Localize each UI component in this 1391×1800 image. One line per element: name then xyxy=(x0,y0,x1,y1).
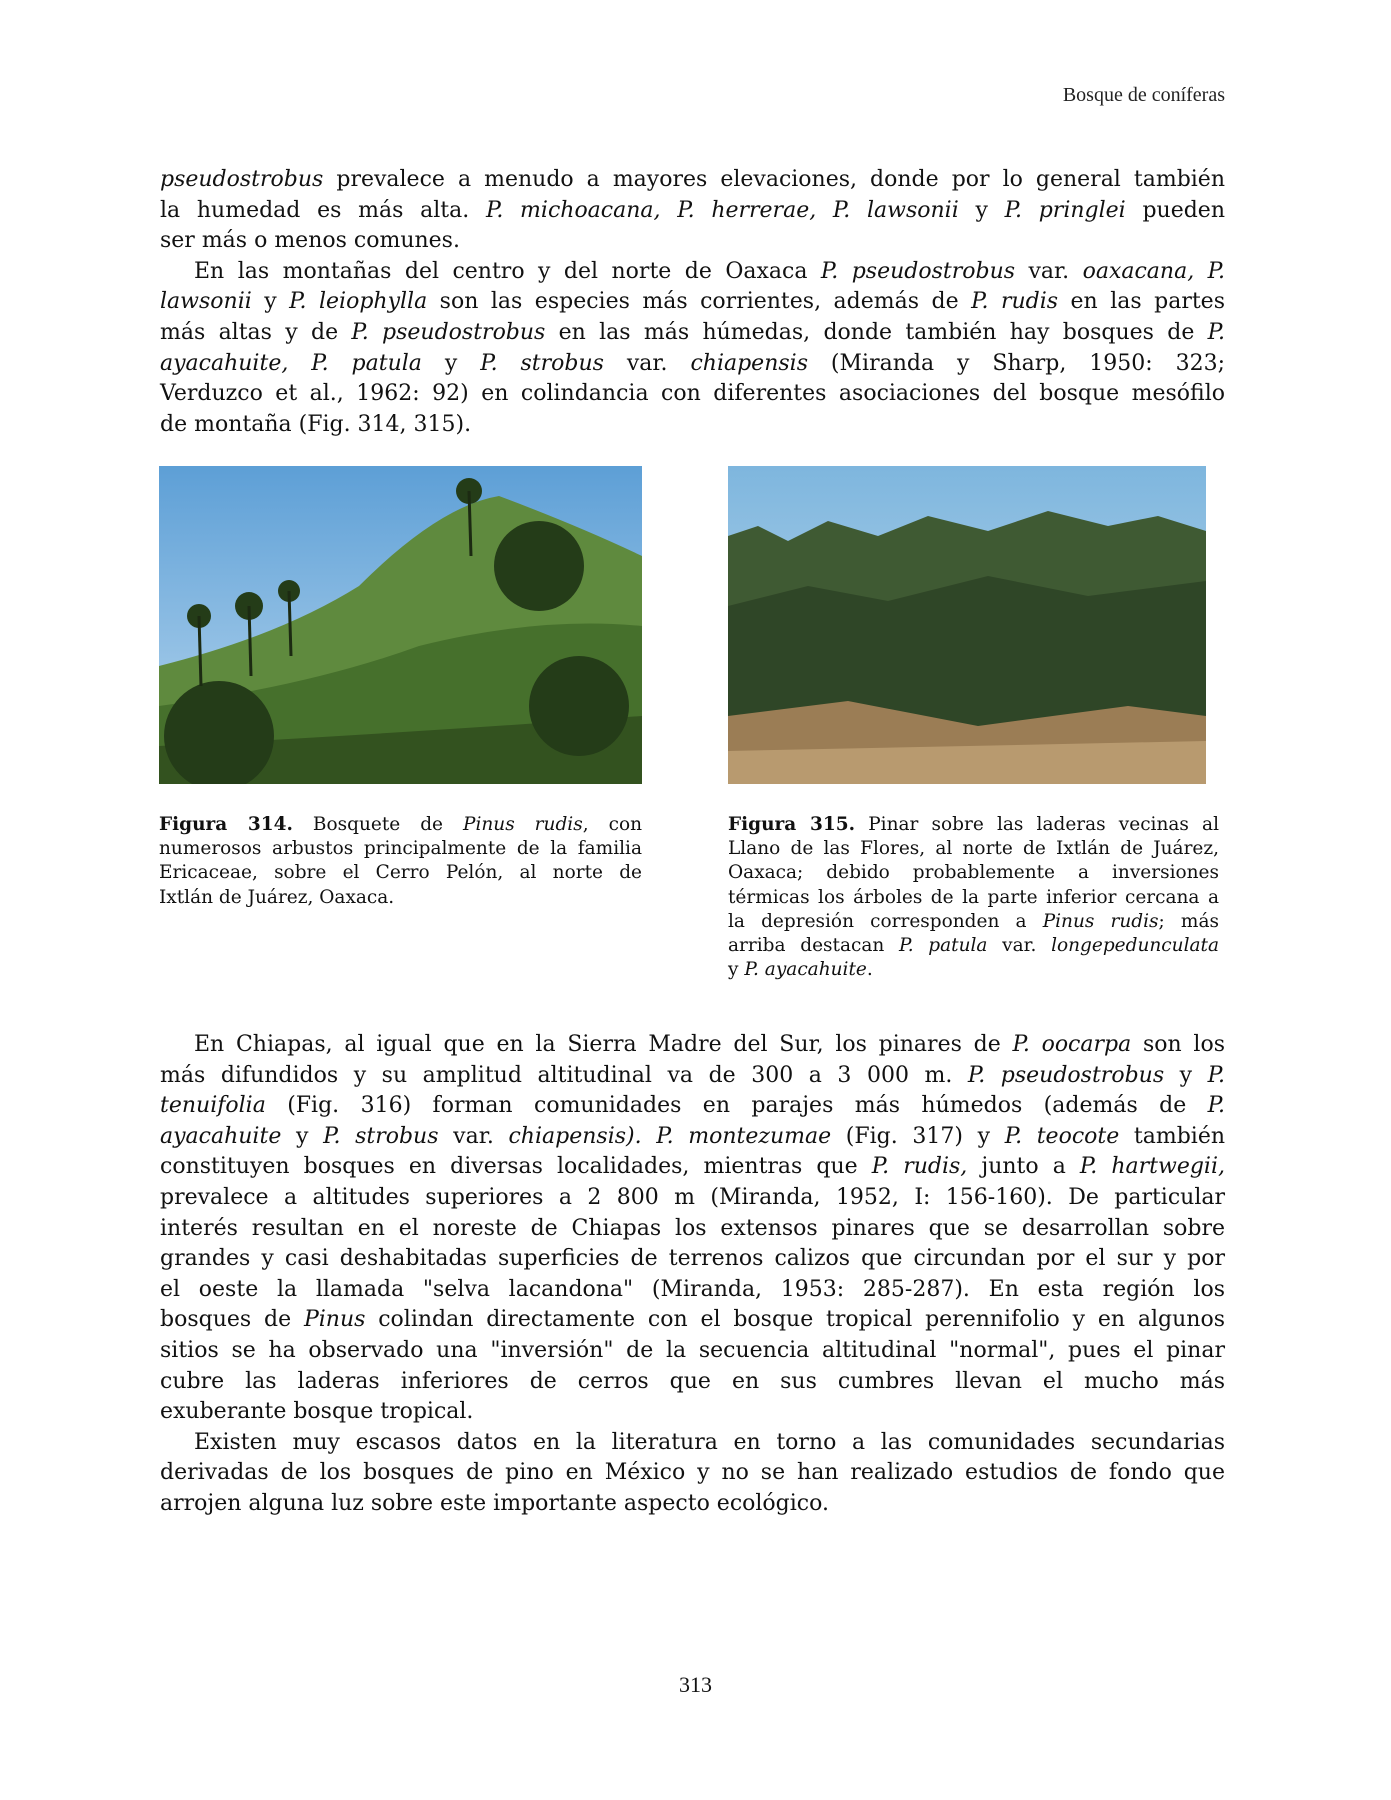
text-line xyxy=(159,886,642,910)
text-line xyxy=(160,1214,1225,1245)
text-line xyxy=(160,1489,1225,1520)
text-line xyxy=(160,1091,1225,1122)
italic-text: ayacahuite, P. patula xyxy=(160,350,422,376)
text-segment: Pinar sobre las laderas vecinas al xyxy=(855,814,1220,835)
text-line xyxy=(728,813,1219,837)
text-segment: sitios se ha observado una "inversión" de la secuencia altitudinal "normal", pues el pinar xyxy=(160,1337,1225,1363)
text-segment: Oaxaca; debido probablemente a inversiones xyxy=(728,862,1219,884)
figure-314-caption xyxy=(159,813,642,910)
text-segment: más altas y de xyxy=(160,319,352,345)
text-line xyxy=(160,1397,1225,1428)
italic-text: P. rudis xyxy=(971,289,1059,315)
italic-text: chiapensis xyxy=(690,350,808,376)
italic-text: P. strobus xyxy=(480,350,604,376)
italic-text: longepedunculata xyxy=(1051,934,1219,956)
italic-text: pseudostrobus xyxy=(160,167,324,192)
figure-315-caption xyxy=(728,813,1219,982)
italic-text: P. michoacana, P. herrerae, P. lawsonii xyxy=(485,197,959,223)
text-line xyxy=(728,934,1219,958)
text-segment: Ericaceae, sobre el Cerro Pelón, al norte de xyxy=(159,862,642,884)
text-segment: ; más xyxy=(1158,910,1219,932)
italic-text: P. teocote xyxy=(1004,1123,1120,1149)
text-line xyxy=(160,1336,1225,1367)
page-number: 313 xyxy=(679,1672,712,1697)
italic-text: P. pseudostrobus xyxy=(820,258,1016,284)
text-segment: y xyxy=(251,289,290,315)
figure-label: Figura 314. xyxy=(159,814,293,835)
text-segment: prevalece a altitudes superiores a 2 800 m (Miranda, 1952, I: 156-160). De particular xyxy=(160,1184,1225,1210)
italic-text: P. strobus xyxy=(323,1123,439,1149)
text-line xyxy=(160,1122,1225,1153)
text-line xyxy=(159,861,642,885)
hillside-pines-image xyxy=(159,466,642,784)
text-segment: numerosos arbustos principalmente de la familia xyxy=(159,838,642,860)
text-line xyxy=(160,1428,1225,1459)
text-line xyxy=(160,1183,1225,1214)
text-segment: constituyen bosques en diversas localidades, mientras que xyxy=(160,1154,872,1180)
text-line xyxy=(160,410,1225,441)
text-line xyxy=(160,165,1225,196)
text-segment: ser más o menos comunes. xyxy=(160,228,460,254)
text-line xyxy=(728,958,1219,982)
italic-text: P. xyxy=(1207,319,1225,345)
text-segment: Existen muy escasos datos en la literatura en torno a las comunidades secundarias xyxy=(194,1429,1225,1455)
italic-text: ayacahuite xyxy=(160,1123,282,1149)
pine-forest-image xyxy=(728,466,1206,784)
text-segment: la depresión corresponden a xyxy=(728,910,1043,932)
text-segment: el oeste la llamada "selva lacandona" (Miranda, 1953: 285-287). En esta región los xyxy=(160,1276,1225,1302)
text-line xyxy=(728,861,1219,885)
text-segment: la humedad es más alta. xyxy=(160,197,486,223)
text-line xyxy=(160,379,1225,410)
text-line xyxy=(160,1275,1225,1306)
italic-text: chiapensis). P. montezumae xyxy=(508,1123,832,1149)
italic-text: Pinus rudis xyxy=(1042,910,1159,932)
text-segment: Ixtlán de Juárez, Oaxaca. xyxy=(159,886,395,908)
text-segment: interés resultan en el noreste de Chiapas los extensos pinares que se desarrollan sobre xyxy=(160,1215,1225,1241)
text-segment: y xyxy=(958,197,1005,223)
text-segment: arriba destacan xyxy=(728,934,899,956)
italic-text: oaxacana, P. xyxy=(1082,258,1225,284)
text-line xyxy=(728,910,1219,934)
text-segment: y xyxy=(1164,1062,1208,1088)
text-line xyxy=(160,318,1225,349)
text-line xyxy=(728,837,1219,861)
italic-text: P. leiophylla xyxy=(289,289,428,315)
text-line xyxy=(160,1458,1225,1489)
text-segment: grandes y casi deshabitadas superficies de terrenos calizos que circundan por el sur y por xyxy=(160,1246,1225,1272)
text-segment: en las partes xyxy=(1058,289,1225,315)
text-line xyxy=(160,226,1225,257)
figure-label: Figura 315. xyxy=(728,814,856,835)
italic-text: P. oocarpa xyxy=(1012,1032,1132,1057)
text-segment: Verduzco et al., 1962: 92) en colindancia con diferentes asociaciones del bosque mesófilo xyxy=(160,381,1225,407)
text-segment: (Fig. 316) forman comunidades en parajes más húmedos (además de xyxy=(265,1093,1208,1119)
italic-text: P. pseudostrobus xyxy=(967,1062,1165,1088)
text-segment: (Fig. 317) y xyxy=(831,1123,1005,1149)
italic-text: Pinus rudis xyxy=(463,814,583,835)
text-segment: En las montañas del centro y del norte de Oaxaca xyxy=(194,258,821,284)
text-segment: más difundidos y su amplitud altitudinal va de 300 a 3 000 m. xyxy=(160,1062,968,1088)
italic-text: P. pringlei xyxy=(1004,197,1126,223)
text-segment: colindan directamente con el bosque tropical perennifolio y en algunos xyxy=(365,1307,1225,1333)
figure-314-photo xyxy=(159,466,642,784)
text-segment: var. xyxy=(1015,258,1083,284)
text-segment: . xyxy=(866,959,873,981)
text-segment: , con xyxy=(582,814,642,835)
text-segment: en las más húmedas, donde también hay bosques de xyxy=(545,319,1208,345)
text-segment: bosques de xyxy=(160,1307,304,1333)
text-line xyxy=(159,837,642,861)
italic-text: P. xyxy=(1207,1062,1225,1088)
text-segment: son las especies más corrientes, además de xyxy=(427,289,972,315)
italic-text: P. xyxy=(1207,1093,1225,1119)
text-segment: y xyxy=(421,350,481,376)
italic-text: P. hartwegii, xyxy=(1079,1154,1225,1180)
text-segment: Llano de las Flores, al norte de Ixtlán de Juárez, xyxy=(728,838,1219,860)
figure-315-photo xyxy=(728,466,1206,784)
text-line xyxy=(160,1305,1225,1336)
text-line xyxy=(160,1367,1225,1398)
text-segment: son los xyxy=(1131,1032,1225,1057)
text-segment: de montaña (Fig. 314, 315). xyxy=(160,411,472,437)
text-segment: Bosquete de xyxy=(292,814,463,835)
text-segment: (Miranda y Sharp, 1950: 323; xyxy=(807,350,1226,376)
text-line xyxy=(160,257,1225,288)
text-line xyxy=(160,1152,1225,1183)
text-segment: cubre las laderas inferiores de cerros que en sus cumbres llevan el mucho más xyxy=(160,1368,1225,1394)
text-segment: y xyxy=(281,1123,324,1149)
text-line xyxy=(160,1244,1225,1275)
italic-text: P. patula xyxy=(899,934,988,956)
text-segment: prevalece a menudo a mayores elevaciones, donde por lo general también xyxy=(323,167,1225,192)
italic-text: P. rudis, xyxy=(871,1154,968,1180)
italic-text: P. ayacahuite xyxy=(744,959,867,981)
text-line xyxy=(728,886,1219,910)
text-segment: var. xyxy=(987,934,1052,956)
text-line xyxy=(160,1030,1225,1061)
text-line xyxy=(160,1061,1225,1092)
text-segment: derivadas de los bosques de pino en México y no se han realizado estudios de fondo que xyxy=(160,1460,1225,1486)
italic-text: lawsonii xyxy=(160,289,252,315)
text-line xyxy=(159,813,642,837)
text-line xyxy=(160,287,1225,318)
text-segment: En Chiapas, al igual que en la Sierra Madre del Sur, los pinares de xyxy=(194,1032,1013,1057)
running-header: Bosque de coníferas xyxy=(1062,84,1225,106)
body-text-bottom xyxy=(160,1030,1225,1520)
text-segment: arrojen alguna luz sobre este importante aspecto ecológico. xyxy=(160,1490,829,1516)
text-segment: junto a xyxy=(967,1154,1080,1180)
text-segment: también xyxy=(1119,1123,1226,1149)
text-segment: térmicas los árboles de la parte inferior cercana a xyxy=(728,886,1219,908)
italic-text: tenuifolia xyxy=(160,1093,266,1119)
text-line xyxy=(160,349,1225,380)
text-segment: y xyxy=(728,959,745,981)
italic-text: Pinus xyxy=(303,1307,366,1333)
italic-text: P. pseudostrobus xyxy=(351,319,546,345)
text-segment: var. xyxy=(603,350,691,376)
text-line xyxy=(160,196,1225,227)
text-segment: exuberante bosque tropical. xyxy=(160,1399,474,1425)
text-segment: var. xyxy=(438,1123,509,1149)
body-text-top xyxy=(160,165,1225,440)
text-segment: pueden xyxy=(1125,197,1225,223)
